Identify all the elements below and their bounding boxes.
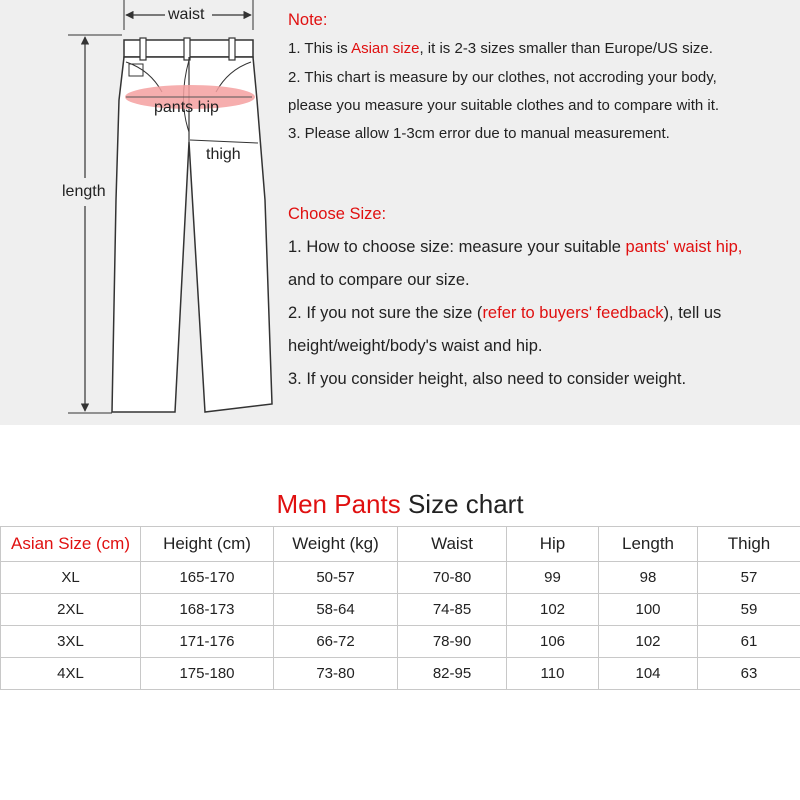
choose-line-1-text: 1. How to choose size: measure your suitable: [288, 238, 626, 256]
length-label: length: [62, 183, 106, 200]
size-chart-title: [0, 482, 800, 526]
header-asian-size: Asian Size (cm): [1, 527, 141, 562]
cell-hip: 99: [507, 562, 599, 594]
cell-waist: 78-90: [398, 626, 507, 658]
cell-size: 4XL: [1, 658, 141, 690]
waist-hip-highlight: pants' waist hip,: [625, 238, 743, 256]
header-weight: Weight (kg): [274, 527, 398, 562]
table-row: [1, 562, 800, 594]
size-chart-title-red: Men Pants: [276, 489, 401, 519]
cell-height: 175-180: [141, 658, 274, 690]
choose-size-title: Choose Size:: [288, 205, 387, 223]
size-chart-section: [0, 482, 800, 692]
header-thigh: Thigh: [698, 527, 800, 562]
cell-weight: 66-72: [274, 626, 398, 658]
cell-hip: 102: [507, 594, 599, 626]
cell-thigh: 61: [698, 626, 800, 658]
cell-hip: 106: [507, 626, 599, 658]
cell-size: 3XL: [1, 626, 141, 658]
cell-size: 2XL: [1, 594, 141, 626]
note-line-2: 2. This chart is measure by our clothes, not accroding your body,: [288, 69, 717, 86]
pants-illustration: [0, 0, 280, 425]
note-line-1-rest: , it is 2-3 sizes smaller than Europe/US size.: [419, 40, 713, 57]
cell-hip: 110: [507, 658, 599, 690]
table-row: [1, 594, 800, 626]
table-row: [1, 658, 800, 690]
cell-height: 168-173: [141, 594, 274, 626]
table-row: [1, 626, 800, 658]
choose-line-2: and to compare our size.: [288, 271, 470, 289]
cell-waist: 70-80: [398, 562, 507, 594]
header-height: Height (cm): [141, 527, 274, 562]
cell-length: 100: [599, 594, 698, 626]
cell-weight: 58-64: [274, 594, 398, 626]
header-waist: Waist: [398, 527, 507, 562]
pants-diagram: [0, 0, 280, 425]
cell-thigh: 59: [698, 594, 800, 626]
feedback-highlight: refer to buyers' feedback: [482, 304, 664, 322]
note-line-3: please you measure your suitable clothes and to compare with it.: [288, 97, 720, 114]
choose-line-3-text: 2. If you not sure the size (: [288, 304, 483, 322]
cell-length: 102: [599, 626, 698, 658]
pants-hip-label: pants hip: [154, 99, 219, 116]
cell-size: XL: [1, 562, 141, 594]
note-title: Note:: [288, 11, 328, 29]
cell-weight: 50-57: [274, 562, 398, 594]
header-hip: Hip: [507, 527, 599, 562]
asian-size-highlight: Asian size: [351, 40, 420, 57]
cell-length: 98: [599, 562, 698, 594]
cell-thigh: 63: [698, 658, 800, 690]
choose-line-3-rest: ), tell us: [663, 304, 722, 322]
table-header-row: [1, 527, 800, 562]
cell-waist: 82-95: [398, 658, 507, 690]
choose-line-4: height/weight/body's waist and hip.: [288, 337, 543, 355]
cell-height: 171-176: [141, 626, 274, 658]
size-table: [0, 526, 800, 690]
waist-label: waist: [168, 6, 205, 23]
note-line-1-text: 1. This is: [288, 40, 352, 57]
choose-line-1: [288, 238, 742, 257]
size-chart-title-black: Size chart: [400, 489, 524, 519]
header-length: Length: [599, 527, 698, 562]
cell-length: 104: [599, 658, 698, 690]
cell-height: 165-170: [141, 562, 274, 594]
cell-waist: 74-85: [398, 594, 507, 626]
choose-line-3: [288, 304, 721, 323]
note-line-4: 3. Please allow 1-3cm error due to manual measurement.: [288, 125, 670, 142]
cell-weight: 73-80: [274, 658, 398, 690]
cell-thigh: 57: [698, 562, 800, 594]
choose-line-5: 3. If you consider height, also need to consider weight.: [288, 370, 687, 388]
note-line-1: [288, 40, 713, 57]
thigh-label: thigh: [206, 146, 241, 163]
